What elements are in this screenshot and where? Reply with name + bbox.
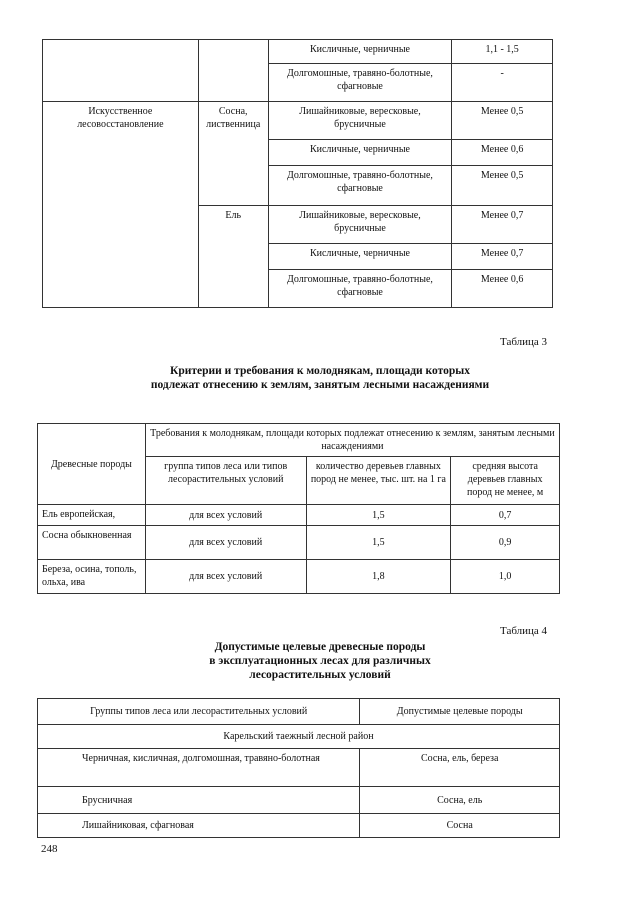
height-cell: 0,9 <box>451 526 560 560</box>
value-cell: Менее 0,7 <box>452 244 553 270</box>
group-cell: для всех условий <box>145 526 306 560</box>
species-cell: Сосна <box>360 814 560 838</box>
value-cell: - <box>452 64 553 102</box>
table-row <box>38 749 560 787</box>
continuation-table <box>42 39 553 308</box>
table-row <box>38 560 560 594</box>
table-row <box>38 505 560 526</box>
condition-cell: Долгомошные, травяно-болотные, сфагновые <box>268 64 452 102</box>
species-cell: Сосна, ель <box>360 787 560 814</box>
group-label-cell: Искусственное лесовосстановление <box>43 102 199 308</box>
condition-cell: Кисличные, черничные <box>268 140 452 166</box>
species-cell: Сосна, лиственница <box>198 102 268 206</box>
header-requirements: Требования к молоднякам, площади которых подлежат отнесению к землям, занятым лесными насаждениями <box>145 424 559 457</box>
height-cell: 1,0 <box>451 560 560 594</box>
species-cell: Ель европейская, <box>38 505 146 526</box>
subheader-count: количество деревьев главных пород не менее, тыс. шт. на 1 га <box>306 457 451 505</box>
table-header-row <box>38 699 560 725</box>
table-row <box>38 787 560 814</box>
table4 <box>37 698 560 838</box>
region-row <box>38 725 560 749</box>
count-cell: 1,5 <box>306 505 451 526</box>
species-cell: Сосна, ель, береза <box>360 749 560 787</box>
subheader-group: группа типов леса или типов лесорастительных условий <box>145 457 306 505</box>
species-cell: Береза, осина, тополь, ольха, ива <box>38 560 146 594</box>
count-cell: 1,5 <box>306 526 451 560</box>
table4-label: Таблица 4 <box>500 625 548 637</box>
table-row <box>38 814 560 838</box>
header-groups: Группы типов леса или лесорастительных условий <box>38 699 360 725</box>
species-cell: Ель <box>198 206 268 308</box>
species-cell: Сосна обыкновенная <box>38 526 146 560</box>
height-cell: 0,7 <box>451 505 560 526</box>
group-cell: для всех условий <box>145 560 306 594</box>
group-cell: Лишайниковая, сфагновая <box>38 814 360 838</box>
subheader-height: средняя высота деревьев главных пород не менее, м <box>451 457 560 505</box>
table3-label: Таблица 3 <box>500 336 548 348</box>
group-cell: Брусничная <box>38 787 360 814</box>
table-row <box>38 526 560 560</box>
value-cell: Менее 0,5 <box>452 102 553 140</box>
value-cell: Менее 0,6 <box>452 270 553 308</box>
condition-cell: Долгомошные, травяно-болотные, сфагновые <box>268 166 452 206</box>
group-cell: для всех условий <box>145 505 306 526</box>
table4-title: Допустимые целевые древесные породы в эксплуатационных лесах для различных лесорастительных условий <box>209 641 431 681</box>
value-cell: Менее 0,7 <box>452 206 553 244</box>
group-cell: Черничная, кисличная, долгомошная, травяно-болотная <box>38 749 360 787</box>
header-species: Древесные породы <box>38 424 146 505</box>
condition-cell: Лишайниковые, вересковые, брусничные <box>268 206 452 244</box>
count-cell: 1,8 <box>306 560 451 594</box>
condition-cell: Кисличные, черничные <box>268 244 452 270</box>
table3 <box>37 423 560 594</box>
value-cell: Менее 0,6 <box>452 140 553 166</box>
header-species: Допустимые целевые породы <box>360 699 560 725</box>
value-cell: 1,1 - 1,5 <box>452 40 553 64</box>
table-row <box>43 40 553 64</box>
table-row <box>43 102 553 140</box>
table3-title: Критерии и требования к молоднякам, площади которых подлежат отнесению к землям, занятым лесными насаждениями <box>150 365 490 391</box>
condition-cell: Кисличные, черничные <box>268 40 452 64</box>
page-number: 248 <box>41 843 58 855</box>
condition-cell: Лишайниковые, вересковые, брусничные <box>268 102 452 140</box>
condition-cell: Долгомошные, травяно-болотные, сфагновые <box>268 270 452 308</box>
table-header-row <box>38 424 560 457</box>
value-cell: Менее 0,5 <box>452 166 553 206</box>
region-cell: Карельский таежный лесной район <box>38 725 560 749</box>
